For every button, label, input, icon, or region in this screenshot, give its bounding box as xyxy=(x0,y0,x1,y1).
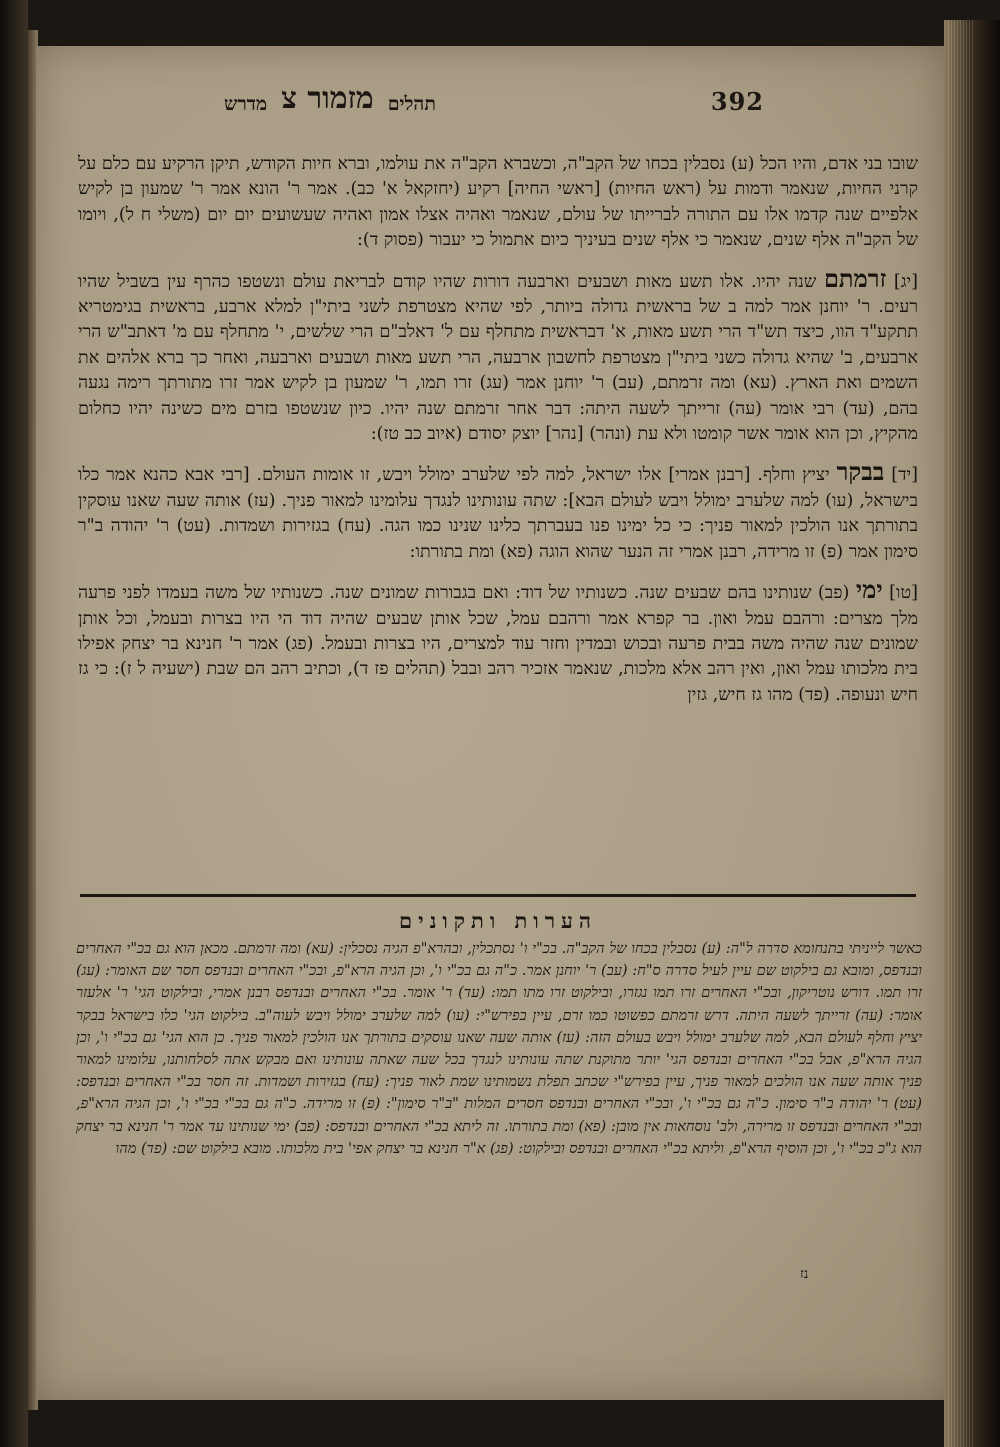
printer-signature: נז xyxy=(800,1266,809,1282)
section-divider xyxy=(80,894,916,897)
paragraph-14 xyxy=(78,459,918,565)
lead-word: זרמתם xyxy=(823,263,887,293)
paragraph-body: (פב) שנותינו בהם שבעים שנה. כשנותיו של דוד: ואם בגבורות שמונים שנה. כשנותיו של משה בעמדו לפני פרעה מלך מצרים: ורהבם עמל ואון. בר קפרא אמר ורהבם עמל, שכל אותן שבעים שהיה דוד הי היו בצרות ובעמל, וכל אותן שמונים שנה שהיה משה בבית פרעה ובכוש ובמדין וחזר עוד למצרים, היו בצרות ובעמל. (פג) אמר ר' חנינא בר יצחק אפילו בית מלכותו עמל ואון, ואין רהב אלא מלכות, שנאמר אזכיר רהב ובבל (תהלים פז ד), וכתיב רהב הם שבת (ישעיה ל ז): כי גז חיש ונעופה. (פד) מהו גז חיש, גזין xyxy=(78,583,918,705)
section-number: [יד] xyxy=(891,465,919,486)
paragraph-body: יציץ וחלף. [רבנן אמרי] אלו ישראל, למה לפי שלערב ימולל ויבש, זו אומות העולם. [רבי אבא כהנא אמר כלו בישראל, (עו) למה שלערב ימולל ויבש לעולם הבא]: שתה עונותינו לנגדך עלומינו למאור פניך. (עז) אותה שעה שאנו עוסקין בתורתך אנו הולכין למאור פניך: כי כל ימינו פנו בעברתך כלינו שנינו כמו הגה. (עח) בגזירות ושמדות. (עט) ר' יהודה ב"ר סימון אמר (פ) זו מרידה, רבנן אמרי זה הנער שהוא הוגה (פא) ומת בתורתו: xyxy=(78,465,918,562)
paragraph-13 xyxy=(78,263,919,448)
header-titles xyxy=(224,81,436,116)
lead-word: בבקר xyxy=(836,457,885,487)
notes-heading: הערות ותקונים xyxy=(398,908,597,933)
book-spine xyxy=(944,20,1000,1447)
page-number: 392 xyxy=(710,87,764,116)
book-left-margin xyxy=(0,0,28,1447)
notes-text: כאשר לייניתי בתנחומא סדרה ל"ה: (ע) נסבלין בכחו של הקב"ה. בכ"י ו' נסתכלין, ובהרא"פ הגיה נסכלין: (עא) ומה זרמתם. מכאן הוא גם בכ"י האחרים ובנדפס, ומובא גם בילקוט שם עיין לעיל סדרה ס"ח: (עב) ר' יוחנן אמר. כ"ה גם בכ"י ו', וכן הגיה הרא"פ, ובכ"י האחרים ובנדפס חסר שם האומר: (עג) זרו תמו. דורש נוטריקון, ובכ"י האחרים זרו תמו נגזרו, ובילקוט זרו מתו תמו: (עד) ר' אומר. בכ"י האחרים ובנדפס רבנן אמרי, ובילקוט הגי' ר' אלעזר אומר: (עה) זרייתך לשעה היתה. דרש זרמתם כפשוטו כמו זרם, עיין בפירש"י: (עו) למה שלערב ימולל ויבש לעוה"ב. בילקוט הגי' כלו בישראל בבקר יציץ וחלף לעולם הבא, למה שלערב ימולל ויבש בעולם הזה: (עז) אותה שעה שאנו עוסקים בתורתך אנו הולכין למאור פניך. כן הוא הגי' גם בכ"י ו', וכן הגיה הרא"פ, אבל בכ"י האחרים ובנדפס הגי' יותר מתוקנת שתה עונותינו לנגדך בכל שעה שאתה עונותינו ואם מבקש אתה לסלחותנו, עלומינו למאור פניך אותה שעה אנו הולכים למאור פניך, עיין בפירש"י שכתב תפלת נשמותינו שמת לאור פניך: (עח) בגזירות ושמדות. זה חסר בכ"י האחרים ובנדפס: (עט) ר' יהודה ב"ר סימון. כ"ה גם בכ"י ו', ובכ"י האחרים ובנדפס חסרים המלות "ב"ר סימון": (פ) זו מרידה. כ"ה גם בכ"י בכ"י ו', וכן הגיה הרא"פ, ובכ"י האחרים ובנדפס זו מרירה, ולב' נוסחאות אין מובן: (פא) ומת בתורתו. זה ליתא בכ"י האחרים ובנדפס: (פב) ימי שנותינו עד אמר ר' חנינא בר יצחק הוא ג"כ בכ"י ו', וכן הוסיף הרא"פ, וליתא בכ"י האחרים ובנדפס ובילקוט: (פג) א"ר חנינא בר יצחק אפי' בית מלכותו. מובא בילקוט שם: (פד) מהו xyxy=(76,941,922,1157)
running-header xyxy=(224,72,764,116)
paragraph-body: שנה יהיו. אלו תשע מאות ושבעים וארבעה דורות שהיו קודם לבריאת עולם ונשטפו כהרף עין בשביל שהיו רעים. ר' יוחנן אמר למה ב של בראשית גדולה ביותר, לפי שהיא מצטרפת לשני ביתי"ן למלא ארבע, בראשית בגימטריא תתקע"ד הוו, כיצד תש"ד הרי תשע מאות, א' דבראשית מתחלף עם ל' דאלב"ם הרי שלשים, י' מתחלף עם מ' דאתב"ש הרי ארבעים, ב' שהיא גדולה כשני ביתי"ן מצטרפת לחשבון ארבעה, הרי תשע מאות ושבעים וארבעה, ואחר כך ברא אלהים את השמים ואת הארץ. (עא) ומה זרמתם, (עב) ר' יוחנן אמר (עג) זרו תמו, ר' שמעון בן לקיש אמר זרו מתורתך רימה נגעה בהם, (עד) רבי אומר (עה) זרייתך לשעה היתה: דבר אחר זרמתם שנה יהיו. כיון שנשטפו בזרם מים כשינה יהיו כחלום מהקיץ, וכן הוא אומר אשר קומטו ולא עת (ונהר) [נהר] יוצק יסודם (איוב כב טז): xyxy=(78,271,918,445)
lead-word: ימי xyxy=(855,575,883,605)
paragraph-1: שובו בני אדם, והיו הכל (ע) נסבלין בכחו של הקב"ה, וכשברא הקב"ה את עולמו, וברא חיות הקודש, תיקן הרקיע עם כלם על קרני החיות, שנאמר ודמות על (ראש החיות) [ראשי החיה] רקיע (יחזקאל א' כב). אמר ר' הונא אמר ר' שמעון בן לקיש אלפיים שנה קדמו אלו עם התורה לברייתו של עולם, שנאמר ואהיה אצלו אמון ואהיה שעשועים יום יום (משלי ח ל), ויומו של הקב"ה אלף שנים, שנאמר כי אלף שנים בעיניך כיום אתמול כי יעבור (פסוק ד): xyxy=(78,154,918,251)
header-label-left: מדרש xyxy=(224,93,268,115)
section-number: [טו] xyxy=(889,583,918,604)
header-title: מזמור צ xyxy=(281,81,374,116)
header-label-right: תהלים xyxy=(387,93,436,115)
section-number: [יג] xyxy=(893,271,919,292)
main-text xyxy=(78,152,918,720)
paragraph-15 xyxy=(78,577,918,708)
